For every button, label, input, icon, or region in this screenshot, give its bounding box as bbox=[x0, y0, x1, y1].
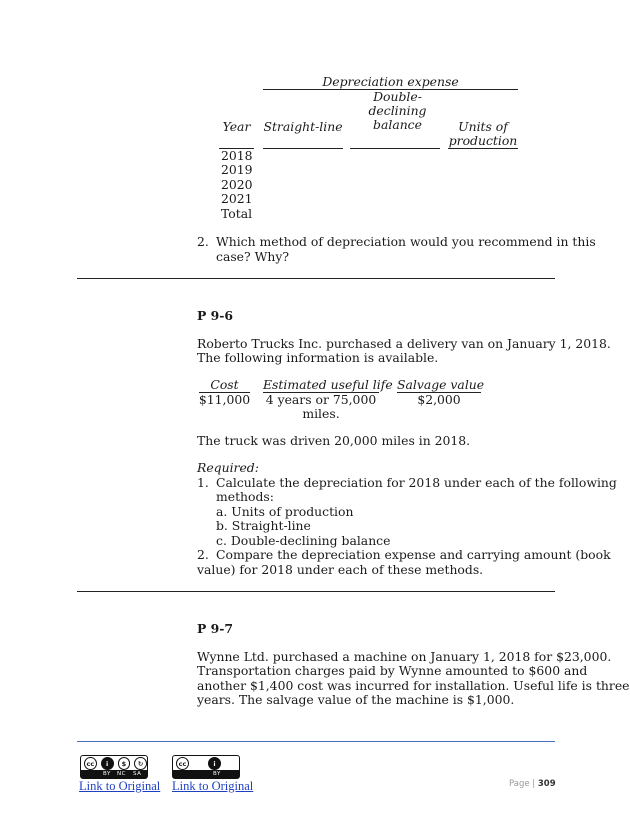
useful-life-header: Estimated useful life bbox=[263, 377, 393, 392]
p96-sub-a: a. Units of production bbox=[216, 504, 354, 519]
p96-driven: The truck was driven 20,000 miles in 2018. bbox=[197, 433, 471, 448]
footer-rule bbox=[77, 741, 555, 742]
ddb-header-line1: Double- bbox=[373, 89, 422, 104]
p96-item1-number: 1. bbox=[197, 475, 209, 490]
p96-item2-line2: value) for 2018 under each of these methods. bbox=[197, 562, 484, 577]
cc-icon: cc bbox=[176, 757, 189, 770]
p96-item2-line1: Compare the depreciation expense and carrying amount (book bbox=[216, 547, 611, 562]
row-year: 2021 bbox=[221, 191, 253, 206]
dollar-strike-icon: $ bbox=[118, 757, 131, 770]
question2-number: 2. bbox=[197, 234, 209, 249]
question2-line2: case? Why? bbox=[216, 249, 289, 264]
year-header: Year bbox=[222, 119, 251, 134]
p96-sub-b: b. Straight-line bbox=[216, 518, 311, 533]
p96-item1-line2: methods: bbox=[216, 489, 274, 504]
p96-intro-line1: Roberto Trucks Inc. purchased a delivery van on January 1, 2018. bbox=[197, 336, 611, 351]
cc-by-nc-sa-badge: cc i $ ↻ BY NC SA bbox=[80, 755, 148, 779]
straight-line-rule bbox=[263, 148, 343, 149]
person-icon: i bbox=[208, 757, 221, 770]
ddb-header-line2: declining bbox=[368, 103, 427, 118]
page-number bbox=[509, 779, 556, 789]
p96-heading: P 9-6 bbox=[197, 308, 234, 323]
uop-header-line2: production bbox=[448, 133, 518, 148]
share-alike-icon: ↻ bbox=[134, 757, 147, 770]
p97-line2: Transportation charges paid by Wynne amounted to $600 and bbox=[197, 663, 588, 678]
cc-icon: cc bbox=[84, 757, 97, 770]
salvage-header: Salvage value bbox=[397, 377, 485, 392]
row-total: Total bbox=[221, 206, 253, 221]
page-label: Page | bbox=[509, 779, 536, 789]
row-year: 2018 bbox=[221, 148, 253, 163]
ddb-header-line3: balance bbox=[373, 117, 422, 132]
p96-intro-line2: The following information is available. bbox=[197, 350, 439, 365]
p96-sub-c: c. Double-declining balance bbox=[216, 533, 391, 548]
person-icon: i bbox=[101, 757, 114, 770]
uop-header-line1: Units of bbox=[458, 119, 508, 134]
cc-by-badge: cc i BY bbox=[172, 755, 240, 779]
straight-line-header: Straight-line bbox=[263, 119, 343, 134]
p96-item2-number: 2. bbox=[197, 547, 209, 562]
link-to-original[interactable]: Link to Original bbox=[172, 779, 254, 793]
row-year: 2019 bbox=[221, 162, 253, 177]
link-to-original[interactable]: Link to Original bbox=[79, 779, 161, 793]
p97-heading: P 9-7 bbox=[197, 621, 234, 636]
p96-required: Required: bbox=[197, 460, 259, 475]
p97-line3: another $1,400 cost was incurred for installation. Useful life is three bbox=[197, 678, 630, 693]
page-number-value: 309 bbox=[537, 779, 556, 789]
useful-life-value-line1: 4 years or 75,000 bbox=[265, 392, 377, 407]
useful-life-value-line2: miles. bbox=[302, 406, 340, 421]
section-divider bbox=[77, 278, 555, 279]
row-year: 2020 bbox=[221, 177, 253, 192]
salvage-value: $2,000 bbox=[417, 392, 461, 407]
p97-line4: years. The salvage value of the machine is $1,000. bbox=[197, 692, 515, 707]
p96-item1-line1: Calculate the depreciation for 2018 under each of the following bbox=[216, 475, 617, 490]
section-divider bbox=[77, 591, 555, 592]
cost-header: Cost bbox=[210, 377, 239, 392]
cost-value: $11,000 bbox=[198, 392, 251, 407]
ddb-rule bbox=[350, 148, 440, 149]
question2-line1: Which method of depreciation would you recommend in this bbox=[216, 234, 596, 249]
uop-rule bbox=[448, 148, 518, 149]
group-header: Depreciation expense bbox=[322, 74, 459, 89]
p97-line1: Wynne Ltd. purchased a machine on January 1, 2018 for $23,000. bbox=[197, 649, 612, 664]
